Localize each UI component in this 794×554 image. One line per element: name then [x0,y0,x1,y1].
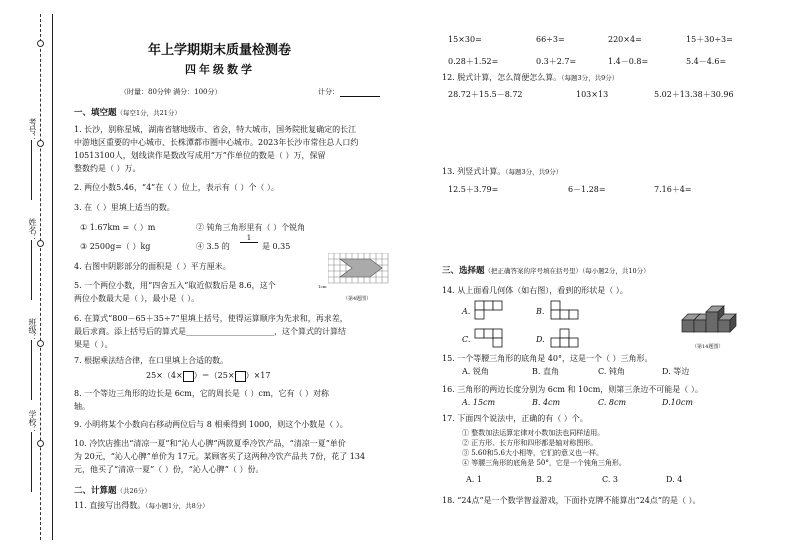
q11 [74,500,209,512]
calc-row-2-c: 1.4－0.8= [608,57,649,66]
q13-note: （每题3分，共9分） [505,168,563,176]
q16-option-c[interactable]: C. 8cm [598,398,627,407]
section-2-title: 二、计算题 [74,486,117,496]
q13-text: 13. 列竖式计算。 [442,167,506,176]
q3-fraction [240,234,258,251]
figure-4-caption: （第4题图） [343,296,372,302]
school-label: 学校： [28,410,37,434]
calc-row-3-b: 103×13 [576,90,609,99]
q13 [442,166,562,178]
section-3-title: 三、选择题 [442,266,485,276]
exam-meta: （时量：80分钟 满分：100分） [120,88,222,96]
binding-hole-icon [37,240,44,247]
name-line[interactable] [31,240,32,300]
section-1-note: （每空1分，共21分） [116,109,181,117]
q17-option-c[interactable]: C. 3 [602,475,619,484]
binding-strip [0,0,62,554]
calc-row-3-a: 28.72＋15.5－8.72 [448,90,523,99]
figure-4-unit: 1cm [318,284,327,289]
q17: 17. 下面四个说法中，正确的有（ ）个。 [442,414,588,423]
q7-expression [146,370,270,382]
binding-hole-icon [37,340,44,347]
q1-line-4: 整数约是（ ）万。 [74,164,141,173]
calc-row-1-d: 15＋30÷3= [686,35,733,44]
binding-hole-icon [37,140,44,147]
q7-answer-box-1[interactable] [183,371,194,382]
exam-no-label: 考号： [28,118,37,142]
figure-14-caption: （第14题图） [692,344,724,350]
q10-line-2: 为 20元，“沁人心脾”单价为 17元。某顾客买了这两种冷饮产品共 7份，花了 134 [74,452,366,461]
q16-option-b[interactable]: B. 4cm [532,398,561,407]
q14-option-c-label[interactable]: C. [462,335,471,344]
section-2-heading [74,484,151,496]
calc-row-1-b: 66÷3= [536,35,565,44]
figure-14-cubes [678,302,746,342]
q14-option-a-figure [474,300,504,322]
q12-text: 12. 脱式计算，怎么简便怎么算。 [442,73,562,82]
q3-b: ② 钝角三角形里有（ ）个锐角 [196,223,306,232]
q8-line-2: 轴。 [74,402,90,411]
q5-line-1: 5. 一个两位小数，用“四舍五入”取近似数后是 8.6，这个 [74,281,276,290]
q8-line-1: 8. 一个等边三角形的边长是 6cm，它的周长是（ ）cm，它有（ ）对称 [74,389,330,398]
q1-line-3: 10513100人，划线读作是数改写成用“万”作单位的数是（ ）万，保留 [74,151,326,160]
q7-answer-box-2[interactable] [235,371,246,382]
class-label: 班级： [28,318,37,342]
q14-option-d-label[interactable]: D. [536,335,545,344]
q15-option-a[interactable]: A. 锐角 [462,367,489,376]
calc-row-1-a: 15×30= [448,35,482,44]
q7-expr-b: ）＝（25× [193,371,235,380]
q16-option-d[interactable]: D.10cm [662,398,693,407]
calc-row-4-c: 7.16＋4= [654,185,692,194]
q2: 2. 两位小数5.46，“4”在（ ）位上，表示有（ ）个（ ）。 [74,183,279,192]
school-line[interactable] [31,432,32,492]
calc-row-2-d: 5.4－4.6= [686,57,727,66]
section-3-note: （把正确答案的序号填在括号里）（每小题2分，共10分） [484,267,650,275]
q7: 7. 根据乘法结合律，在口里填上合适的数。 [74,356,229,365]
class-line[interactable] [31,340,32,400]
page-title: 年上学期期末质量检测卷 [148,43,292,58]
q14-option-b-label[interactable]: B. [536,307,545,316]
q7-expr-a: 25×（4× [146,371,183,380]
q6-line-3: 果是（ ）。 [74,340,113,349]
q3-d-tail: 是 0.35 [262,242,291,251]
name-label: 姓名： [28,218,37,242]
section-1-title: 一、填空题 [74,108,117,118]
binding-dashed-line [40,14,41,540]
q15-option-b[interactable]: B. 直角 [532,367,559,376]
q15: 15. 一个等腰三角形的底角是 40°，这是一个（ ）三角形。 [442,354,653,363]
calc-row-3-c: 5.02＋13.38＋30.96 [654,90,734,99]
q1-line-1: 1. 长沙，别称星城，湖南省辖地级市、省会，特大城市，国务院批复确定的长江 [74,125,357,134]
q12 [442,72,618,84]
fraction-numerator: 1 [246,234,252,242]
exam-no-line[interactable] [31,140,32,200]
q7-expr-c: ）×17 [245,371,271,380]
q17-option-b[interactable]: B. 2 [536,475,553,484]
calc-row-4-b: 6－1.28= [568,185,606,194]
q5-line-2: 两位小数最大是（ ），最小是（ ）。 [74,294,200,303]
q6-line-2: 最后求商。添上括号后的算式是______________________，这个算式的计算结 [74,327,346,336]
page-subtitle: 四年级数学 [185,63,255,76]
calc-row-2-a: 0.28＋1.52= [448,57,499,66]
q16-option-a[interactable]: A. 15cm [462,398,496,407]
q3: 3. 在（ ）里填上适当的数。 [74,203,175,212]
q17-statement: ① 整数加法运算定律对小数加法也同样适用。 [462,429,605,437]
score-field[interactable] [340,96,380,97]
section-3-heading [442,264,650,276]
q16: 16. 三角形的两边长度分别为 6cm 和 10cm，则第三条边不可能是（ ）。 [442,385,703,394]
q6-line-1: 6. 在算式“800－65＋35÷7”里填上括号，使得运算顺序为先求和，再求差， [74,314,348,323]
figure-4-grid [328,253,392,289]
q14-option-c-figure [474,328,504,350]
calc-row-2-b: 0.3＋2.7= [536,57,577,66]
q17-statement: ④ 等腰三角形的底角是 50°，它是一个钝角三角形。 [462,459,626,467]
calc-row-4-a: 12.5＋3.79= [448,185,499,194]
q10-line-1: 10. 冷饮店推出“清凉一夏”和“沁人心脾”两款夏季冷饮产品，“清凉一夏”单价 [74,439,346,448]
section-1-heading [74,106,181,118]
q1-line-2: 中游地区重要的中心城市、长株潭都市圈中心城市。2023年长沙市常住总人口约 [74,138,359,147]
binding-hole-icon [37,40,44,47]
calc-row-1-c: 220×4= [608,35,642,44]
q18: 18. “24点”是一个数学智益游戏，下面扑克牌不能算出“24点”的是（ ）。 [442,496,701,505]
binding-margin-line [52,14,53,540]
q17-statement: ② 正方形、长方形和四形都是轴对称图形。 [462,439,598,447]
q9: 9. 小明将某个小数向右移动两位后与 8 相乘得到 1000，则这个小数是（ ）。 [74,420,348,429]
q15-option-c[interactable]: C. 钝角 [598,367,625,376]
q3-a: ① 1.67km =（ ）m [80,223,156,232]
q10-line-3: 元，他买了“清凉一夏”（ ）份，“沁人心脾”（ ）份。 [74,465,264,474]
q3-d: ④ 3.5 的 [196,242,230,251]
q17-option-d[interactable]: D. 4 [666,475,683,484]
fraction-denominator-blank[interactable] [240,242,258,251]
q14-option-b-figure [550,300,580,322]
q4: 4. 右图中阴影部分的面积是（ ）平方厘米。 [74,262,231,271]
q15-option-d[interactable]: D. 等边 [662,367,690,376]
q11-note: （每小题1分，共8分） [145,502,209,510]
q11-text: 11. 直接写出得数。 [74,501,146,510]
q3-c: ③ 2500g=（ ）kg [80,242,151,251]
section-2-note: （共26分） [116,487,151,495]
q17-statement: ③ 5.60和5.6大小相等，它们的意义也一样。 [462,449,603,457]
q17-option-a[interactable]: A. 1 [466,475,482,484]
q14-option-a-label[interactable]: A. [462,307,471,316]
q12-note: （每题3分，共9分） [561,74,619,82]
binding-hole-icon [37,440,44,447]
q14-option-d-figure [550,328,580,350]
q14: 14. 从上面看几何体（如右图），看到的形状是（ ）。 [442,286,628,295]
score-label: 计分： [318,88,339,96]
